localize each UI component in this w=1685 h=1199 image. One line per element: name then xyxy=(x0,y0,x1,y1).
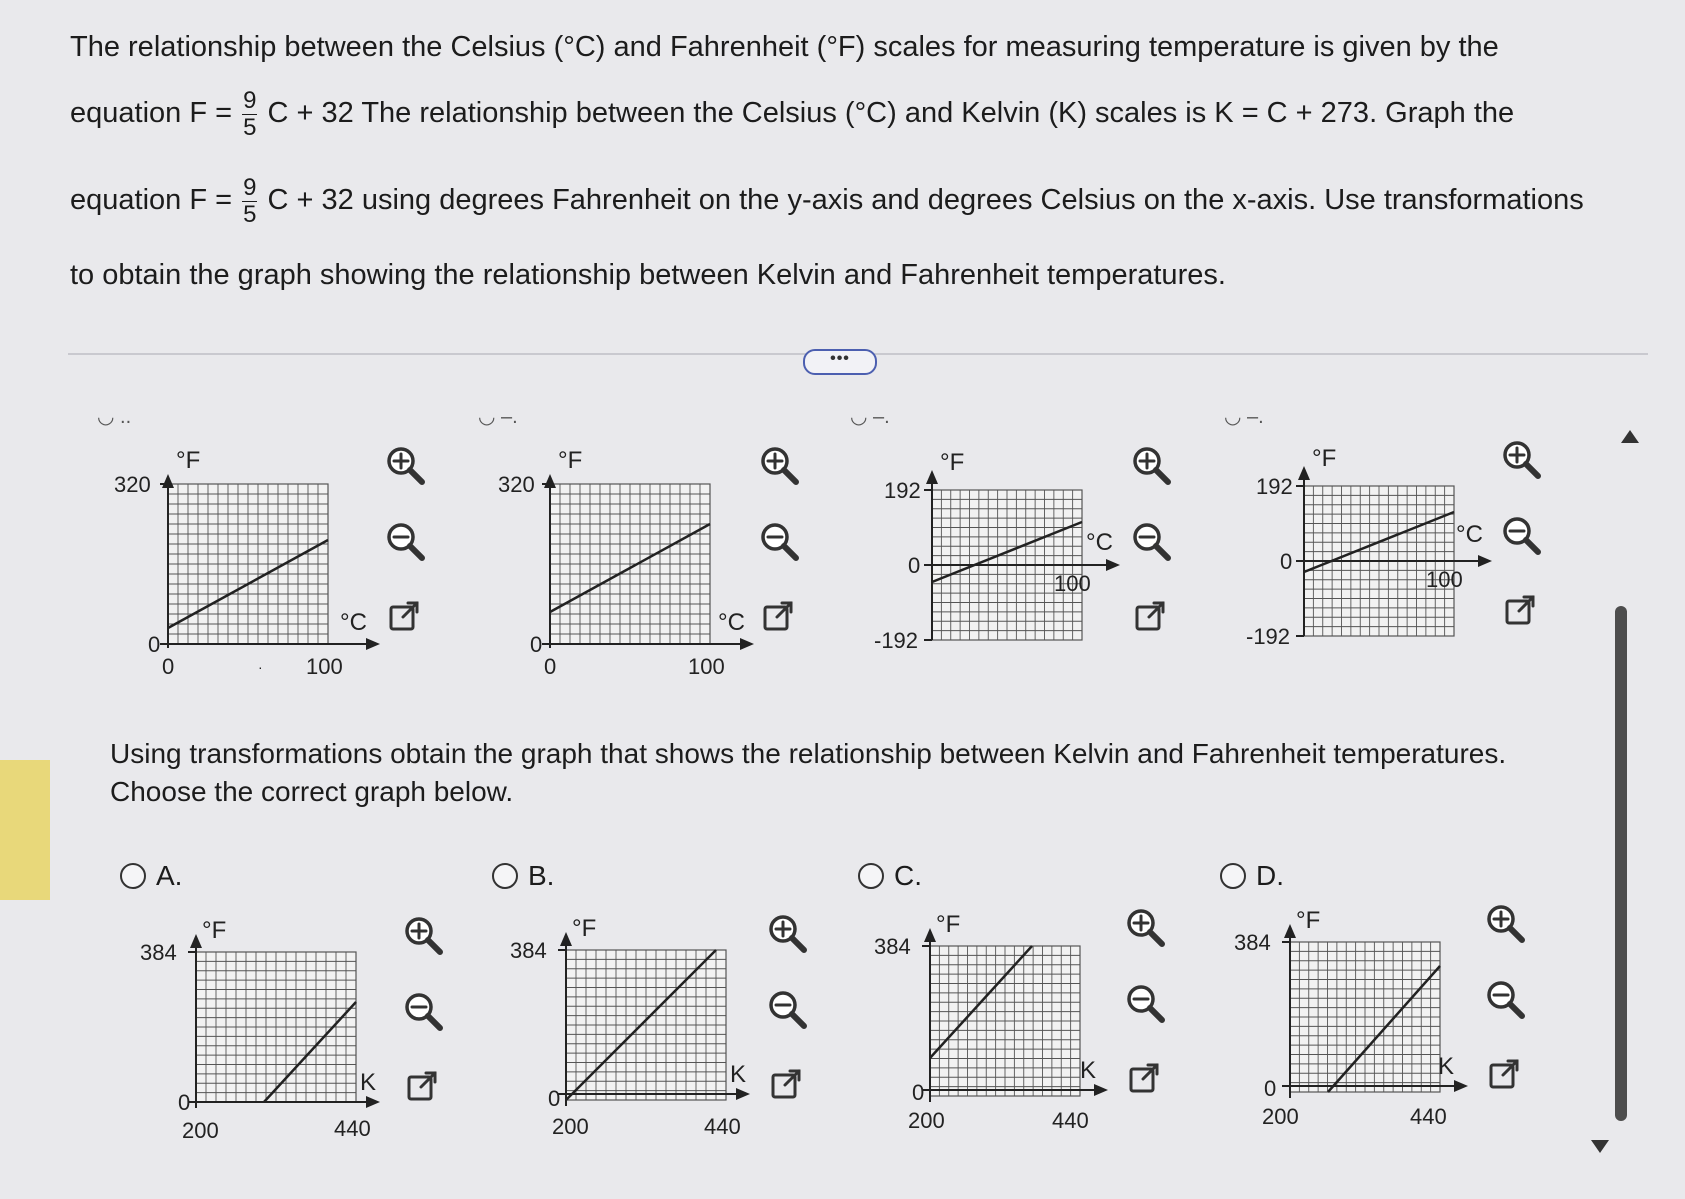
radio-button[interactable] xyxy=(120,863,146,889)
y-max-label: 320 xyxy=(114,472,151,497)
graph-svg xyxy=(870,446,1140,666)
y-axis-label: °F xyxy=(936,911,961,938)
x-axis-label: K xyxy=(730,1061,747,1088)
x-axis-arrow xyxy=(1106,559,1120,571)
radio-stub: ◡ –. xyxy=(850,406,890,428)
x-axis-label: K xyxy=(1080,1057,1097,1084)
radio-button[interactable] xyxy=(1220,863,1246,889)
y-max-label: 320 xyxy=(498,472,535,497)
graph-svg xyxy=(138,914,398,1144)
graph-svg xyxy=(492,440,752,680)
y-axis-arrow xyxy=(190,934,202,948)
fraction-denominator: 5 xyxy=(243,114,257,141)
question-line-2 xyxy=(70,88,1514,141)
equation-prefix: equation F = xyxy=(70,184,233,217)
x-max-label: 440 xyxy=(704,1114,741,1139)
y-max-label: 192 xyxy=(1256,474,1293,499)
x-min-label: 0 xyxy=(162,654,175,679)
fraction-denominator: 5 xyxy=(243,201,257,228)
zoom-in-icon[interactable] xyxy=(1124,906,1168,950)
graph-celsius-3 xyxy=(870,446,1140,666)
zoom-in-icon[interactable] xyxy=(1130,444,1174,488)
more-button[interactable]: ••• xyxy=(803,349,877,375)
radio-stub: ◡ .. xyxy=(97,406,132,428)
option-a[interactable] xyxy=(120,860,182,892)
y-axis-arrow xyxy=(162,474,174,488)
instruction-line-2: Choose the correct graph below. xyxy=(110,776,514,807)
x-max-label: 440 xyxy=(1052,1108,1089,1133)
question-line-1: The relationship between the Celsius (°C) and Fahrenheit (°F) scales for measuring temperature is given by the xyxy=(70,31,1499,63)
option-b[interactable] xyxy=(492,860,554,892)
x-axis-arrow xyxy=(740,638,754,650)
x-axis-label: °C xyxy=(340,609,367,636)
y-axis-arrow xyxy=(1284,924,1296,938)
graph-option-a xyxy=(138,914,398,1144)
scroll-up-arrow[interactable] xyxy=(1621,430,1639,443)
option-d[interactable] xyxy=(1220,860,1284,892)
y-min-label: -192 xyxy=(1246,624,1291,649)
scroll-down-arrow[interactable] xyxy=(1591,1140,1609,1153)
zoom-out-icon[interactable] xyxy=(1124,982,1168,1026)
x-max-label: 100 xyxy=(1426,567,1463,592)
x-axis-label: °C xyxy=(718,609,745,636)
graph-celsius-4 xyxy=(1242,442,1512,662)
graph-svg xyxy=(110,440,380,680)
zoom-in-icon[interactable] xyxy=(766,912,810,956)
y-axis-label: °F xyxy=(940,449,965,476)
instruction-line-1: Using transformations obtain the graph that shows the relationship between Kelvin and Fahrenheit temperatures. xyxy=(110,738,1507,769)
popout-icon[interactable] xyxy=(1484,1054,1528,1098)
x-axis-arrow xyxy=(1454,1080,1468,1092)
zoom-out-icon[interactable] xyxy=(758,520,802,564)
y-zero-label: 0 xyxy=(530,632,543,657)
y-max-label: 384 xyxy=(140,940,177,965)
y-axis-label: °F xyxy=(572,915,597,942)
x-axis-arrow xyxy=(366,638,380,650)
x-min-label: 200 xyxy=(1262,1104,1299,1129)
y-min-label: -192 xyxy=(874,628,919,653)
x-min-label: 200 xyxy=(552,1114,589,1139)
x-max-label: 100 xyxy=(1054,571,1091,596)
x-axis-arrow xyxy=(1478,555,1492,567)
question-line-4: to obtain the graph showing the relationship between Kelvin and Fahrenheit temperatures. xyxy=(70,259,1226,291)
y-zero-label: 0 xyxy=(908,553,921,578)
y-max-label: 384 xyxy=(874,934,911,959)
fraction-numerator: 9 xyxy=(243,174,257,201)
zoom-out-icon[interactable] xyxy=(766,988,810,1032)
radio-button[interactable] xyxy=(492,863,518,889)
option-c[interactable] xyxy=(858,860,922,892)
y-axis-arrow xyxy=(560,932,572,946)
radio-stub: ◡ –. xyxy=(478,406,518,428)
x-axis-label: K xyxy=(360,1069,377,1096)
grid xyxy=(930,946,1080,1096)
option-label: C. xyxy=(894,860,922,891)
zoom-in-icon[interactable] xyxy=(1500,438,1544,482)
y-zero-label: 0 xyxy=(912,1080,925,1105)
y-zero-label: 0 xyxy=(1280,549,1293,574)
zoom-out-icon[interactable] xyxy=(384,520,428,564)
x-max-label: 100 xyxy=(688,654,725,679)
graph-svg xyxy=(1232,904,1492,1134)
equation-prefix: equation F = xyxy=(70,97,233,130)
graph-celsius-2 xyxy=(492,440,752,680)
x-axis-label: K xyxy=(1438,1053,1455,1080)
graph-option-c xyxy=(872,908,1132,1138)
equation-suffix: C + 32 The relationship between the Celsius (°C) and Kelvin (K) scales is K = C + 273. Graph the xyxy=(267,97,1515,130)
fraction-numerator: 9 xyxy=(243,87,257,114)
graph-svg xyxy=(872,908,1132,1138)
zoom-in-icon[interactable] xyxy=(402,914,446,958)
popout-icon[interactable] xyxy=(766,1064,810,1108)
fraction xyxy=(242,175,257,228)
x-axis-label: °C xyxy=(1086,529,1113,556)
radio-button[interactable] xyxy=(858,863,884,889)
y-axis-arrow xyxy=(924,928,936,942)
scrollbar-thumb[interactable] xyxy=(1615,606,1627,1121)
zoom-in-icon[interactable] xyxy=(1484,902,1528,946)
graph-svg xyxy=(1242,442,1512,662)
y-axis-arrow xyxy=(1298,466,1310,480)
y-max-label: 384 xyxy=(1234,930,1271,955)
y-zero-label: 0 xyxy=(548,1086,561,1111)
x-max-label: 100 xyxy=(306,654,343,679)
question-line-3 xyxy=(70,175,1584,228)
y-axis-arrow xyxy=(926,470,938,484)
x-axis-label: °C xyxy=(1456,521,1483,548)
equation-suffix: C + 32 using degrees Fahrenheit on the y-axis and degrees Celsius on the x-axis. Use transformations xyxy=(267,184,1584,217)
x-axis-arrow xyxy=(1094,1084,1108,1096)
graph-svg xyxy=(508,912,768,1142)
grid xyxy=(168,484,328,644)
popout-icon[interactable] xyxy=(1130,596,1174,640)
fraction xyxy=(242,88,257,141)
option-label: B. xyxy=(528,860,555,891)
y-zero-label: 0 xyxy=(1264,1076,1277,1101)
instruction xyxy=(110,735,1506,811)
popout-icon[interactable] xyxy=(1500,590,1544,634)
y-axis-label: °F xyxy=(558,447,583,474)
grid xyxy=(1290,942,1440,1092)
grid xyxy=(550,484,710,644)
zoom-out-icon[interactable] xyxy=(1500,514,1544,558)
x-min-label: 200 xyxy=(908,1108,945,1133)
graph-option-b xyxy=(508,912,768,1142)
zoom-out-icon[interactable] xyxy=(1130,520,1174,564)
y-axis-arrow xyxy=(544,474,556,488)
popout-icon[interactable] xyxy=(384,596,428,640)
x-min-label: 200 xyxy=(182,1118,219,1143)
y-zero-label: 0 xyxy=(148,632,161,657)
x-max-label: 440 xyxy=(1410,1104,1447,1129)
popout-icon[interactable] xyxy=(758,596,802,640)
zoom-in-icon[interactable] xyxy=(758,444,802,488)
graph-celsius-1 xyxy=(110,440,380,680)
popout-icon[interactable] xyxy=(402,1066,446,1110)
highlight-marker xyxy=(0,760,50,900)
x-min-label: 0 xyxy=(544,654,557,679)
x-axis-arrow xyxy=(736,1088,750,1100)
y-axis-label: °F xyxy=(1296,907,1321,934)
radio-stub: ◡ –. xyxy=(1224,406,1264,428)
popout-icon[interactable] xyxy=(1124,1058,1168,1102)
x-axis-arrow xyxy=(366,1096,380,1108)
zoom-out-icon[interactable] xyxy=(1484,978,1528,1022)
x-max-label: 440 xyxy=(334,1116,371,1141)
y-max-label: 192 xyxy=(884,478,921,503)
y-max-label: 384 xyxy=(510,938,547,963)
y-axis-label: °F xyxy=(176,447,201,474)
y-axis-label: °F xyxy=(202,917,227,944)
y-zero-label: 0 xyxy=(178,1090,191,1115)
y-axis-label: °F xyxy=(1312,445,1337,472)
zoom-out-icon[interactable] xyxy=(402,990,446,1034)
zoom-in-icon[interactable] xyxy=(384,444,428,488)
option-label: A. xyxy=(156,860,183,891)
stray-mark: · xyxy=(258,659,263,675)
option-label: D. xyxy=(1256,860,1284,891)
graph-option-d xyxy=(1232,904,1492,1134)
